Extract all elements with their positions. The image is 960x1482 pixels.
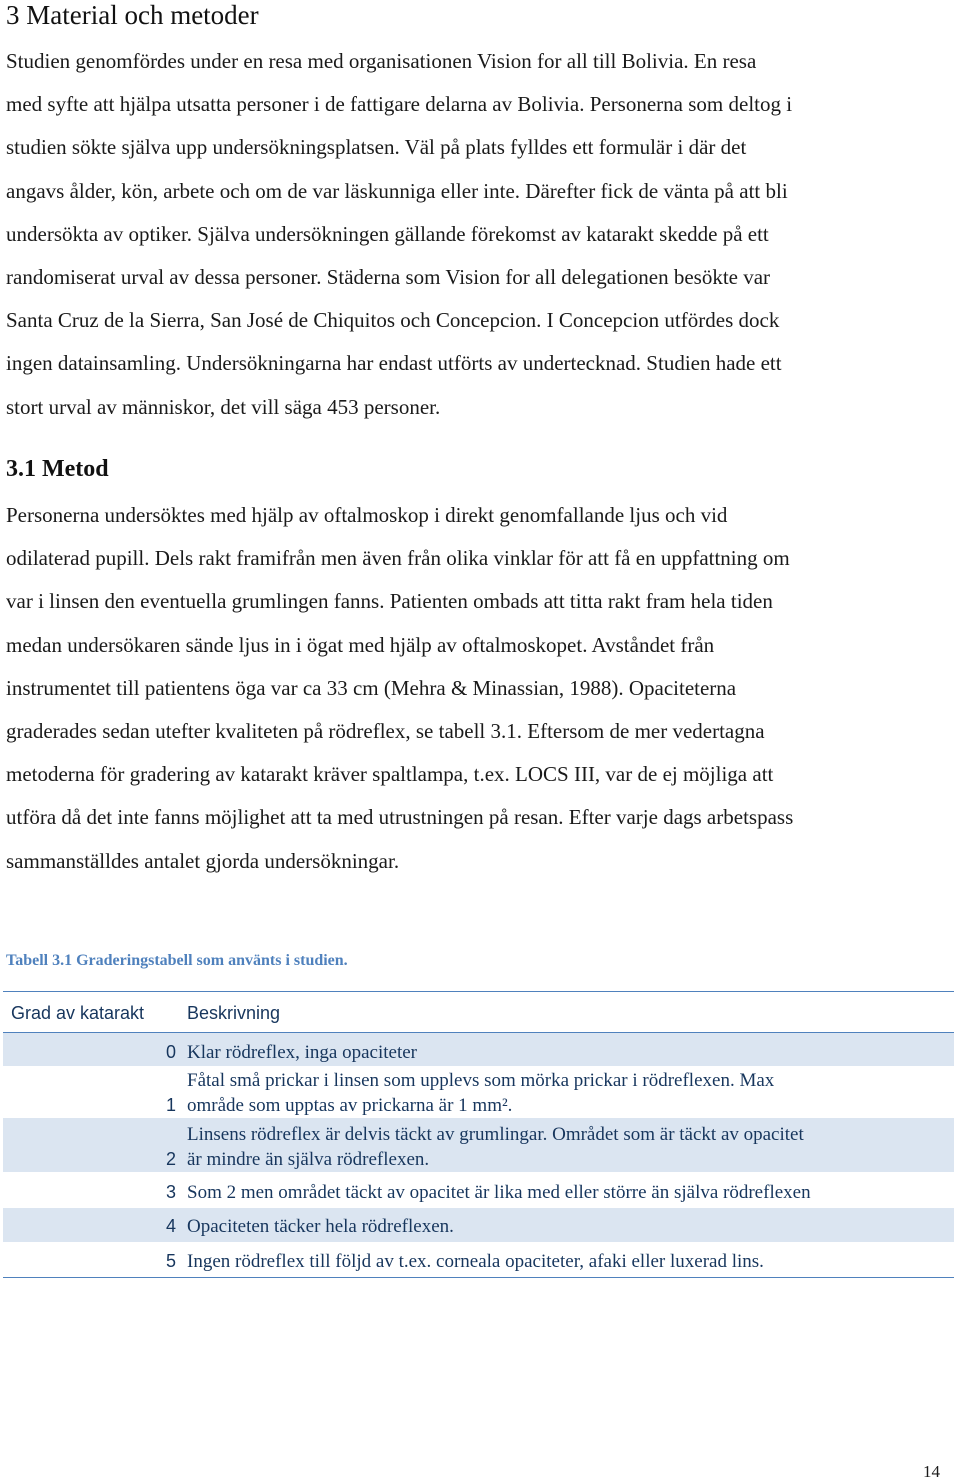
grade-cell: 2 xyxy=(165,1149,176,1169)
paragraph-line: utföra då det inte fanns möjlighet att ta med utrustningen på resan. Efter varje dags arbetspass xyxy=(6,805,794,830)
paragraph-line: undersökta av optiker. Själva undersökningen gällande förekomst av katarakt skedde på ett xyxy=(6,221,769,246)
paragraph-line: medan undersökaren sände ljus in i ögat med hjälp av oftalmoskopet. Avståndet från xyxy=(6,632,715,657)
table-row xyxy=(3,1208,954,1242)
paragraph-line: randomiserat urval av dessa personer. Städerna som Vision for all delegationen besökte var xyxy=(6,265,771,290)
table-row xyxy=(3,1242,954,1278)
table-row xyxy=(3,1066,954,1118)
grade-cell: 5 xyxy=(165,1251,176,1271)
grading-table xyxy=(3,991,954,1278)
paragraph-line: Studien genomfördes under en resa med organisationen Vision for all till Bolivia. En resa xyxy=(6,49,757,73)
paragraph-line: sammanställdes antalet gjorda undersökningar. xyxy=(6,848,400,873)
description-cell xyxy=(187,1249,954,1274)
grade-cell: 3 xyxy=(165,1182,176,1202)
table-row xyxy=(3,1033,954,1066)
table-row xyxy=(3,1172,954,1208)
section-title: 3 Material och metoder xyxy=(6,0,259,30)
description-line: Ingen rödreflex till följd av t.ex. corneala opaciteter, afaki eller luxerad lins. xyxy=(187,1251,764,1272)
description-line: Som 2 men området täckt av opacitet är lika med eller större än själva rödreflexen xyxy=(187,1182,811,1203)
paragraph-line: var i linsen den eventuella grumlingen fanns. Patienten ombads att titta rakt fram hela tiden xyxy=(6,589,773,614)
paragraph-line: odilaterad pupill. Dels rakt framifrån men även från olika vinklar för att få en uppfattning om xyxy=(6,546,790,571)
description-line: Opaciteten täcker hela rödreflexen. xyxy=(187,1216,454,1237)
subsection-paragraph xyxy=(6,494,954,883)
subsection-title: 3.1 Metod xyxy=(6,456,109,482)
description-cell xyxy=(187,1068,954,1118)
grade-cell: 0 xyxy=(165,1042,176,1062)
table-row xyxy=(3,1118,954,1172)
grade-cell: 4 xyxy=(165,1216,176,1236)
description-cell xyxy=(187,1214,954,1239)
paragraph-line: Santa Cruz de la Sierra, San José de Chiquitos och Concepcion. I Concepcion utfördes dock xyxy=(6,308,780,333)
table-caption: Tabell 3.1 Graderingstabell som använts i studien. xyxy=(6,952,348,969)
page-number: 14 xyxy=(923,1462,940,1481)
description-line: Linsens rödreflex är delvis täckt av grumlingar. Området som är täckt av opacitet xyxy=(187,1124,804,1145)
header-grade: Grad av katarakt xyxy=(11,1003,145,1023)
description-cell xyxy=(187,1122,954,1172)
paragraph-line: graderades sedan utefter kvaliteten på rödreflex, se tabell 3.1. Eftersom de mer vedertagna xyxy=(6,719,765,744)
paragraph-line: stort urval av människor, det vill säga 453 personer. xyxy=(6,394,441,419)
paragraph-line: angavs ålder, kön, arbete och om de var läskunniga eller inte. Därefter fick de vänta på att bli xyxy=(6,178,788,203)
grade-cell: 1 xyxy=(165,1095,176,1115)
paragraph-line: metoderna för gradering av katarakt kräver spaltlampa, t.ex. LOCS III, var de ej möjliga att xyxy=(6,762,774,787)
description-line: Fåtal små prickar i linsen som upplevs som mörka prickar i rödreflexen. Max xyxy=(187,1070,775,1091)
description-line: Klar rödreflex, inga opaciteter xyxy=(187,1042,417,1063)
paragraph-line: Personerna undersöktes med hjälp av oftalmoskop i direkt genomfallande ljus och vid xyxy=(6,503,728,527)
paragraph-line: med syfte att hjälpa utsatta personer i de fattigare delarna av Bolivia. Personerna som deltog i xyxy=(6,92,793,117)
header-description: Beskrivning xyxy=(187,1003,281,1023)
description-line: är mindre än själva rödreflexen. xyxy=(187,1149,430,1170)
description-cell xyxy=(187,1180,954,1205)
table-header-row xyxy=(3,991,954,1033)
description-cell xyxy=(187,1040,954,1065)
section-paragraph xyxy=(6,40,954,429)
paragraph-line: ingen datainsamling. Undersökningarna har endast utförts av undertecknad. Studien hade ett xyxy=(6,351,782,376)
paragraph-line: instrumentet till patientens öga var ca 33 cm (Mehra & Minassian, 1988). Opaciteterna xyxy=(6,675,737,700)
paragraph-line: studien sökte själva upp undersökningsplatsen. Väl på plats fylldes ett formulär i där det xyxy=(6,135,747,160)
description-line: område som upptas av prickarna är 1 mm². xyxy=(187,1095,513,1116)
